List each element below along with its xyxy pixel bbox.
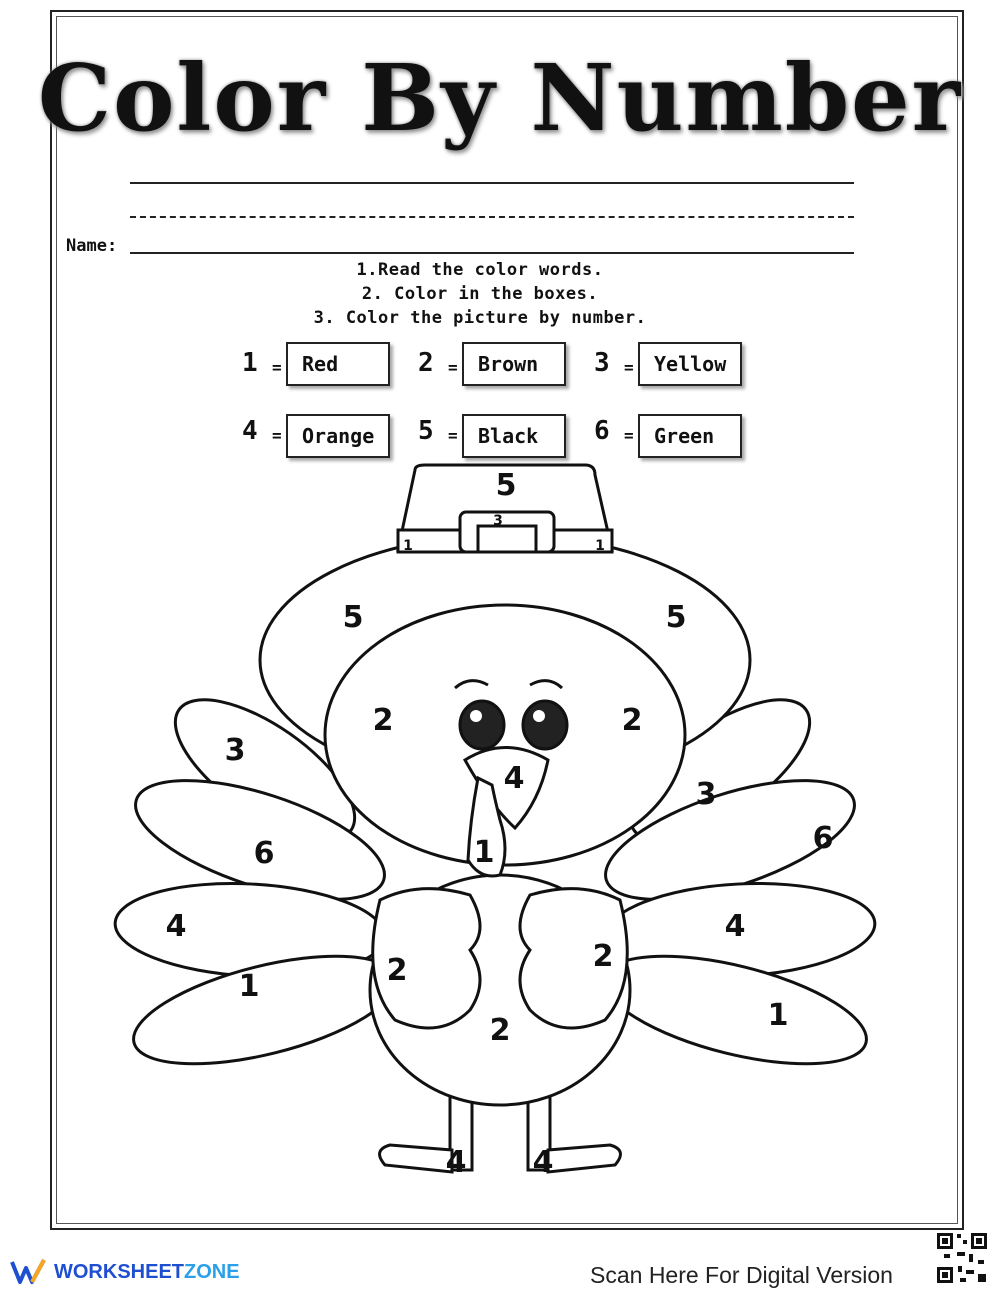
number-wattle: 1	[473, 835, 495, 870]
number-feather-right-2: 6	[812, 821, 834, 856]
number-foot-left: 4	[445, 1145, 467, 1180]
turkey-pilgrim-drawing	[0, 460, 1000, 1220]
key-equals-4: =	[272, 426, 282, 445]
key-number-2: 2	[418, 348, 434, 378]
key-equals-5: =	[448, 426, 458, 445]
name-label: Name:	[66, 236, 118, 256]
eye-right	[523, 701, 567, 749]
instruction-3: 3. Color the picture by number.	[313, 308, 647, 328]
number-hat-top: 5	[495, 468, 517, 503]
number-body: 2	[489, 1013, 511, 1048]
number-brim-left: 5	[342, 600, 364, 635]
worksheetzone-logo-icon	[10, 1258, 46, 1286]
number-feather-left-1: 3	[224, 733, 246, 768]
number-brim-right: 5	[665, 600, 687, 635]
eye-left-shine	[470, 710, 482, 722]
key-box-brown: Brown	[462, 342, 566, 386]
eye-right-shine	[533, 710, 545, 722]
key-equals-1: =	[272, 358, 282, 377]
number-band-right: 1	[595, 538, 605, 554]
key-number-1: 1	[242, 348, 258, 378]
key-number-3: 3	[594, 348, 610, 378]
number-feather-right-4: 1	[767, 998, 789, 1033]
writing-line-top	[130, 182, 854, 184]
key-box-yellow: Yellow	[638, 342, 742, 386]
key-box-green: Green	[638, 414, 742, 458]
number-buckle: 3	[493, 513, 503, 529]
hat-buckle-hole	[478, 526, 536, 552]
foot-left	[380, 1145, 452, 1172]
page-title: Color By Number	[37, 44, 963, 152]
key-number-4: 4	[242, 416, 258, 446]
instruction-1: 1.Read the color words.	[356, 260, 604, 280]
key-box-black: Black	[462, 414, 566, 458]
key-number-5: 5	[418, 416, 434, 446]
key-box-red: Red	[286, 342, 390, 386]
foot-right	[548, 1145, 620, 1172]
name-line	[130, 252, 854, 254]
number-head-left: 2	[372, 703, 394, 738]
number-beak: 4	[503, 761, 525, 796]
key-equals-2: =	[448, 358, 458, 377]
key-equals-3: =	[624, 358, 634, 377]
number-band-left: 1	[403, 538, 413, 554]
qr-code-icon[interactable]	[934, 1230, 990, 1286]
number-feather-right-1: 3	[695, 777, 717, 812]
worksheetzone-logo[interactable]	[10, 1258, 240, 1286]
key-number-6: 6	[594, 416, 610, 446]
number-feather-right-3: 4	[724, 909, 746, 944]
key-equals-6: =	[624, 426, 634, 445]
key-box-orange: Orange	[286, 414, 390, 458]
number-foot-right: 4	[532, 1145, 554, 1180]
brand-name: WORKSHEETZONE	[54, 1260, 240, 1283]
number-feather-left-4: 1	[238, 969, 260, 1004]
eye-left	[460, 701, 504, 749]
number-feather-left-2: 6	[253, 836, 275, 871]
writing-line-dashed	[130, 216, 854, 218]
scan-digital-version-text: Scan Here For Digital Version	[590, 1262, 893, 1288]
number-wing-right: 2	[592, 939, 614, 974]
number-wing-left: 2	[386, 953, 408, 988]
number-feather-left-3: 4	[165, 909, 187, 944]
number-head-right: 2	[621, 703, 643, 738]
instruction-2: 2. Color in the boxes.	[361, 284, 599, 304]
